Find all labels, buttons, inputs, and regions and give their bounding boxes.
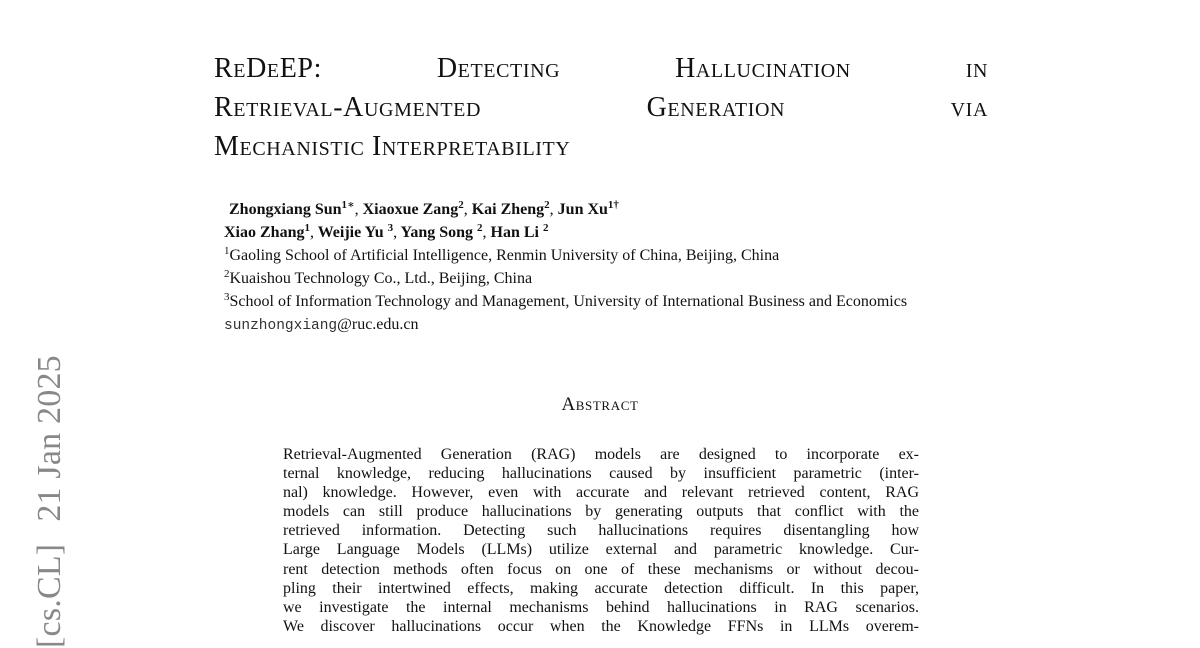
title-word: Retrieval-Augmented <box>214 92 482 123</box>
author-affil-sup: 2 <box>477 222 483 234</box>
affiliation-sup: 1 <box>224 245 230 257</box>
paper-title-line-1 <box>214 52 988 86</box>
title-word: Generation <box>646 92 786 123</box>
title-word: ReDeEP: <box>214 53 322 84</box>
abstract-line: Retrieval-Augmented Generation (RAG) models are designed to incorporate ex- <box>283 446 919 463</box>
abstract-line: pling their intertwined effects, making accurate detection difficult. In this paper, <box>283 579 919 597</box>
author-mark: † <box>613 199 619 211</box>
author-name: Zhongxiang Sun <box>229 201 342 218</box>
affiliation-3 <box>224 291 907 313</box>
affiliation-sup: 2 <box>224 268 230 280</box>
author-name: Xiao Zhang <box>224 224 305 241</box>
author-email[interactable] <box>224 314 419 337</box>
author-affil-sup: 2 <box>542 222 549 234</box>
title-word: in <box>965 53 988 84</box>
author-mark: ∗ <box>347 199 355 211</box>
author-affil-sup: 1 <box>607 199 614 211</box>
abstract-line: retrieved information. Detecting such hallucinations requires disentangling how <box>283 522 919 540</box>
paper-title-line-2 <box>214 91 988 125</box>
author-name: Xiaoxue Zang <box>362 201 459 218</box>
email-domain: @ruc.edu.cn <box>337 316 419 333</box>
arxiv-side-stamp <box>25 248 75 648</box>
author-affil-sup: 2 <box>544 199 550 211</box>
affiliation-text: School of Information Technology and Management, University of International Business and Economics <box>229 293 908 310</box>
title-word: Hallucination <box>675 53 851 84</box>
abstract-line: rent detection methods often focus on one of these mechanisms or without decou- <box>283 560 919 578</box>
abstract-heading: Abstract <box>561 394 639 415</box>
abstract-line: we investigate the internal mechanisms behind hallucinations in RAG scenarios. <box>283 598 919 616</box>
author-name: Weijie Yu <box>317 224 384 241</box>
title-word: Detecting <box>436 53 561 84</box>
abstract-line: We discover hallucinations occur when the Knowledge FFNs in LLMs overem- <box>283 617 919 635</box>
abstract-line: Large Language Models (LLMs) utilize external and parametric knowledge. Cur- <box>283 541 919 559</box>
title-word: via <box>950 92 988 123</box>
affiliation-2 <box>224 268 532 290</box>
author-affil-sup: 1 <box>341 199 348 211</box>
affiliation-text: Gaoling School of Artificial Intelligence, Renmin University of China, Beijing, China <box>229 247 780 264</box>
affiliation-1 <box>224 245 779 267</box>
paper-title-line-3: Mechanistic Interpretability <box>214 131 571 162</box>
author-affil-sup: 1 <box>304 222 310 234</box>
abstract-line: ternal knowledge, reducing hallucinations caused by insufficient parametric (inter- <box>283 465 919 483</box>
author-name: Han Li <box>490 224 539 241</box>
author-affil-sup: 3 <box>387 222 394 234</box>
authors-line-2: Xiao Zhang$^1$, Weijie Yu $^3$, Yang Song $^2$, Han Li $^2$ <box>224 222 549 241</box>
affiliation-text: Kuaishou Technology Co., Ltd., Beijing, China <box>229 270 533 287</box>
abstract-line: nal) knowledge. However, even with accurate and relevant retrieved content, RAG <box>283 484 919 502</box>
abstract-line: models can still produce hallucinations by generating outputs that conflict with the <box>283 503 919 521</box>
author-name: Yang Song <box>400 224 474 241</box>
author-affil-sup: 2 <box>458 199 464 211</box>
author-name: Jun Xu <box>557 201 608 218</box>
arxiv-category: [cs.CL] <box>31 543 68 648</box>
arxiv-date: 21 Jan 2025 <box>31 355 68 522</box>
authors-line-1: Zhongxiang Sun$^{1∗}$, Xiaoxue Zang$^2$, Kai Zheng$^2$, Jun $Xu^{1\dagger}$ <box>229 199 619 218</box>
email-user: sunzhongxiang <box>224 318 338 334</box>
abstract-body <box>283 445 919 636</box>
affiliation-sup: 3 <box>224 291 230 303</box>
author-name: Kai Zheng <box>471 201 545 218</box>
